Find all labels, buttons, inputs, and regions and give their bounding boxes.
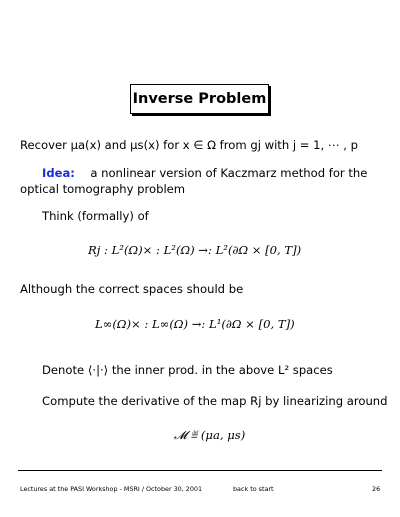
page-number: 26 <box>372 485 381 493</box>
although-line: Although the correct spaces should be <box>20 282 244 296</box>
compute-line: Compute the derivative of the map Rj by linearizing around <box>42 394 388 408</box>
footer-source: Lectures at the PASI Workshop - MSRI / October 30, 2001 <box>20 485 203 493</box>
footer-rule <box>18 470 382 471</box>
recover-line: Recover μa(x) and μs(x) for x ∈ Ω from gj with j = 1, ⋯ , p <box>20 138 358 152</box>
idea-text-continued: optical tomography problem <box>20 182 186 196</box>
back-to-start-link[interactable]: back to start <box>233 485 274 493</box>
equation-correct-spaces: L∞(Ω)× : L∞(Ω) →: L¹(∂Ω × [0, T]) <box>95 317 295 331</box>
slide-title: Inverse Problem <box>130 84 269 114</box>
idea-label: Idea: <box>42 166 75 180</box>
denote-line: Denote ⟨·|·⟩ the inner prod. in the above L² spaces <box>42 363 333 377</box>
idea-text: a nonlinear version of Kaczmarz method for the <box>90 166 368 180</box>
idea-line <box>42 165 367 181</box>
equation-rj: Rj : L²(Ω)× : L²(Ω) →: L²(∂Ω × [0, T]) <box>88 243 302 257</box>
think-line: Think (formally) of <box>42 209 149 223</box>
equation-m-def: 𝓜 ≝ (μa, μs) <box>174 428 246 442</box>
